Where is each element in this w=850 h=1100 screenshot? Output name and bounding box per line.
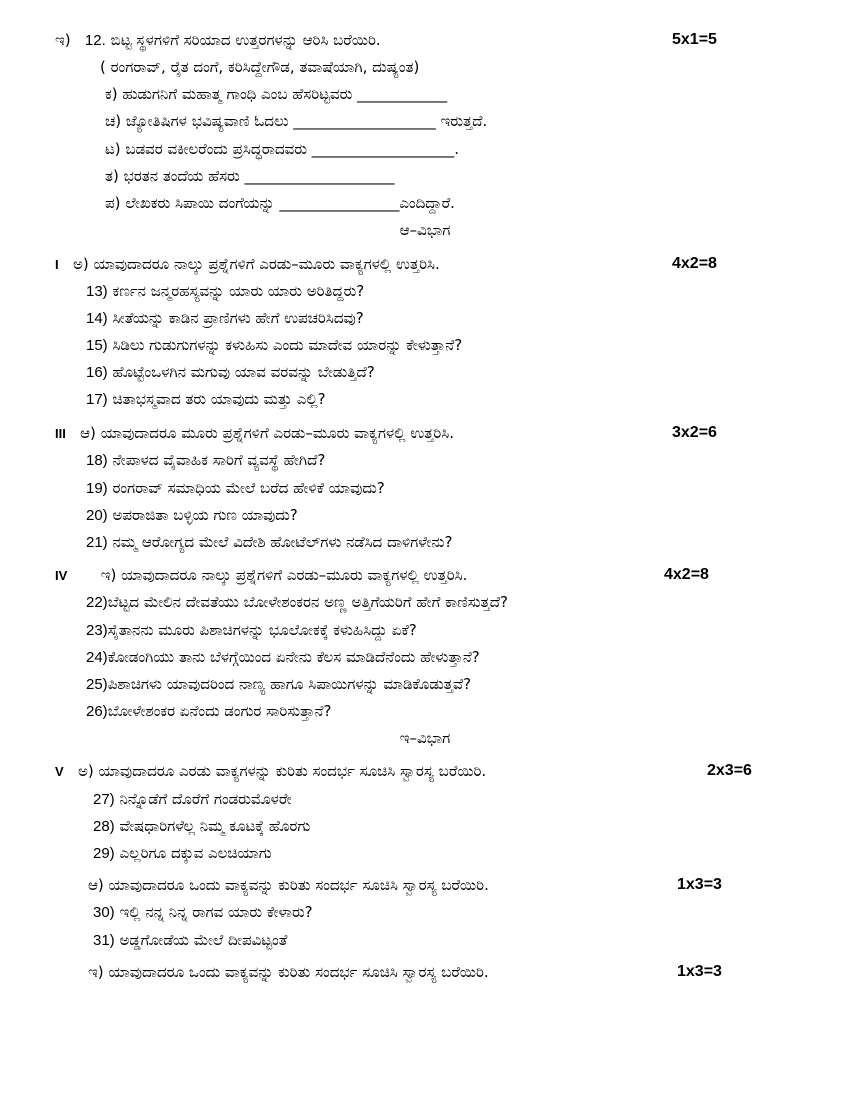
question-item xyxy=(93,930,287,951)
question-item xyxy=(86,647,480,668)
fill-item xyxy=(105,166,395,186)
roman-numeral: IV xyxy=(55,568,68,583)
question-number: 22) xyxy=(86,594,108,611)
question-number: 13) xyxy=(86,283,108,300)
question-item xyxy=(86,450,325,471)
section-marker: ಅ) xyxy=(77,762,94,780)
instruction-text: ಯಾವುದಾದರೂ ಒಂದು ವಾಕ್ಯವನ್ನು ಕುರಿತು ಸಂದರ್ಭ ಸೂಚಿಸಿ ಸ್ವಾರಸ್ಯ ಬರೆಯಿರಿ. xyxy=(108,876,489,894)
question-number: 16) xyxy=(86,364,108,381)
fill-item xyxy=(105,111,487,131)
roman-numeral: III xyxy=(55,426,66,441)
section-marker: ಆ) xyxy=(88,876,104,894)
marks-label: 3x2=6 xyxy=(672,424,717,441)
instruction-text: ಯಾವುದಾದರೂ ಮೂರು ಪ್ರಶ್ನೆಗಳಿಗೆ ಎರಡು–ಮೂರು ವಾಕ್ಯಗಳಲ್ಲಿ ಉತ್ತರಿಸಿ. xyxy=(100,424,455,442)
item-letter: ಪ) xyxy=(105,194,121,212)
question-number: 15) xyxy=(86,337,108,354)
question-number: 29) xyxy=(93,845,115,862)
question-12-header xyxy=(55,30,381,51)
item-text: ಭರತನ ತಂದೆಯ ಹೆಸರು ____________________ xyxy=(123,167,395,185)
sub-section-aa-header xyxy=(88,875,489,895)
question-text: ಬೆಟ್ಟದ ಮೇಲಿನ ದೇವತೆಯು ಬೋಳೇಶಂಕರನ ಅಣ್ಣ ಅತ್ತಿಗೆಯರಿಗೆ ಹೇಗೆ ಕಾಣಿಸುತ್ತದೆ? xyxy=(107,593,508,611)
item-text: ಲೇಖಕರು ಸಿಪಾಯಿ ದಂಗೆಯನ್ನು ________________ಎಂದಿದ್ದಾರೆ. xyxy=(125,194,455,212)
question-number: 24) xyxy=(86,649,108,666)
question-item xyxy=(86,281,364,302)
question-text: ರಂಗರಾವ್ ಸಮಾಧಿಯ ಮೇಲೆ ಬರೆದ ಹೇಳಿಕೆ ಯಾವುದು? xyxy=(112,479,385,497)
roman-numeral: V xyxy=(55,764,64,779)
marks-label: 4x2=8 xyxy=(664,566,709,583)
question-text: ಪಿಶಾಚಿಗಳು ಯಾವುದರಿಂದ ನಾಣ್ಯ ಹಾಗೂ ಸಿಪಾಯಿಗಳನ್ನು ಮಾಡಿಕೊಡುತ್ತವೆ? xyxy=(107,675,472,693)
options-list: ( ರಂಗರಾವ್, ರೈತ ದಂಗೆ, ಕರಿಸಿದ್ದೇಗೌಡ, ತವಾಷೆಯಾಗಿ, ದುಷ್ಯಂತ) xyxy=(100,58,420,76)
section-heading-i: ಇ–ವಿಭಾಗ xyxy=(399,729,451,747)
instruction-text: ಬಿಟ್ಟ ಸ್ಥಳಗಳಿಗೆ ಸರಿಯಾದ ಉತ್ತರಗಳನ್ನು ಆರಿಸಿ ಬರೆಯಿರಿ. xyxy=(110,31,381,49)
question-item xyxy=(86,701,331,722)
question-number: 23) xyxy=(86,622,108,639)
question-text: ಕೋಡಂಗಿಯು ತಾನು ಬೆಳಗ್ಗೆಯಿಂದ ಏನೇನು ಕೆಲಸ ಮಾಡಿದೆನೆಂದು ಹೇಳುತ್ತಾನೆ? xyxy=(107,648,480,666)
fill-item xyxy=(105,139,459,159)
question-item xyxy=(93,902,313,923)
item-text: ಜ್ಯೋತಿಷಿಗಳ ಭವಿಷ್ಯವಾಣಿ ಓದಲು ___________________ ಇರುತ್ತದೆ. xyxy=(125,112,488,130)
marks-label: 5x1=5 xyxy=(672,31,717,48)
question-number: 31) xyxy=(93,932,115,949)
question-text: ಹೊಟ್ಟೆಂಒಳಗಿನ ಮಗುವು ಯಾವ ವರವನ್ನು ಬೇಡುತ್ತಿದೆ? xyxy=(112,363,375,381)
section-marker: ಇ) xyxy=(88,963,104,981)
question-item xyxy=(86,674,471,695)
question-number: 21) xyxy=(86,534,108,551)
item-text: ಹುಡುಗನಿಗೆ ಮಹಾತ್ಮ ಗಾಂಧಿ ಎಂಬ ಹೆಸರಿಟ್ಟವರು ____________ xyxy=(122,85,448,103)
section-heading-aa: ಆ–ವಿಭಾಗ xyxy=(399,221,451,239)
question-number: 14) xyxy=(86,310,108,327)
marks-label: 1x3=3 xyxy=(677,963,722,980)
question-item xyxy=(93,816,310,837)
question-text: ಕರ್ಣನ ಜನ್ಮರಹಸ್ಯವನ್ನು ಯಾರು ಯಾರು ಅರಿತಿದ್ದರು? xyxy=(112,282,365,300)
marks-label: 4x2=8 xyxy=(672,255,717,272)
question-item xyxy=(86,592,508,613)
question-item xyxy=(86,478,385,499)
item-text: ಬಡವರ ವಕೀಲರೆಂದು ಪ್ರಸಿದ್ಧರಾದವರು ___________________. xyxy=(125,140,460,158)
question-text: ನಿನ್ನೊಡೆಗೆ ದೊರೆಗೆ ಗಂಡರುಮೊಳರೇ xyxy=(119,790,292,808)
instruction-text: ಯಾವುದಾದರೂ ನಾಲ್ಕು ಪ್ರಶ್ನೆಗಳಿಗೆ ಎರಡು–ಮೂರು ವಾಕ್ಯಗಳಲ್ಲಿ ಉತ್ತರಿಸಿ. xyxy=(121,566,468,584)
question-text: ಅಪರಾಜಿತಾ ಬಳ್ಳಿಯ ಗುಣ ಯಾವುದು? xyxy=(112,506,298,524)
question-item xyxy=(93,843,272,864)
section-marker: ಅ) xyxy=(72,255,89,273)
section-iii-header xyxy=(55,423,454,444)
item-letter: ಚ) xyxy=(105,112,122,130)
question-item xyxy=(86,532,452,553)
question-item xyxy=(86,335,462,356)
sub-section-i-header xyxy=(88,962,489,982)
question-text: ಸೈತಾನನು ಮೂರು ಪಿಶಾಚಿಗಳನ್ನು ಭೂಲೋಕಕ್ಕೆ ಕಳುಹಿಸಿದ್ದು ಏಕೆ? xyxy=(107,621,417,639)
instruction-text: ಯಾವುದಾದರೂ ಒಂದು ವಾಕ್ಯವನ್ನು ಕುರಿತು ಸಂದರ್ಭ ಸೂಚಿಸಿ ಸ್ವಾರಸ್ಯ ಬರೆಯಿರಿ. xyxy=(108,963,489,981)
question-text: ನಮ್ಮ ಆರೋಗ್ಯದ ಮೇಲೆ ವಿದೇಶಿ ಹೋಟೆಲ್‌ಗಳು ನಡೆಸಿದ ದಾಳಿಗಳೇನು? xyxy=(112,533,453,551)
question-item xyxy=(86,505,298,526)
instruction-text: ಯಾವುದಾದರೂ ಎರಡು ವಾಕ್ಯಗಳನ್ನು ಕುರಿತು ಸಂದರ್ಭ ಸೂಚಿಸಿ ಸ್ವಾರಸ್ಯ ಬರೆಯಿರಿ. xyxy=(98,762,487,780)
question-number: 12. xyxy=(84,32,106,49)
question-number: 20) xyxy=(86,507,108,524)
question-number: 30) xyxy=(93,904,115,921)
question-text: ಎಲ್ಲರಿಗೂ ದಕ್ಕುವ ಎಲಚಿಯಾಗು xyxy=(119,844,272,862)
section-ii-header xyxy=(55,254,440,275)
question-number: 27) xyxy=(93,791,115,808)
question-text: ಅಡ್ಡಗೋಡೆಯ ಮೇಲೆ ದೀಪವಿಟ್ಟಂತೆ xyxy=(119,931,288,949)
section-marker: ಇ) xyxy=(100,566,117,584)
question-number: 17) xyxy=(86,391,108,408)
question-item xyxy=(93,789,292,810)
question-text: ಇಲ್ಲಿ ನನ್ನ ನಿನ್ನ ರಾಗವ ಯಾರು ಕೇಳಾರು? xyxy=(119,903,313,921)
question-text: ನೇಪಾಳದ ವೈವಾಹಿಕ ಸಾರಿಗೆ ವ್ಯವಸ್ಥೆ ಹೇಗಿದೆ? xyxy=(112,451,326,469)
question-item xyxy=(86,389,326,410)
fill-item xyxy=(105,84,447,104)
section-marker: ಆ) xyxy=(80,424,96,442)
question-number: 25) xyxy=(86,676,108,693)
question-item xyxy=(86,362,375,383)
section-iv-header xyxy=(55,565,467,586)
question-number: 19) xyxy=(86,480,108,497)
question-number: 26) xyxy=(86,703,108,720)
question-item xyxy=(86,308,364,329)
question-text: ಸಿಡಿಲು ಗುಡುಗುಗಳನ್ನು ಕಳುಹಿಸು ಎಂದು ಮಾದೇವ ಯಾರನ್ನು ಕೇಳುತ್ತಾನೆ? xyxy=(112,336,463,354)
item-letter: ತ) xyxy=(105,167,119,185)
roman-numeral: I xyxy=(55,257,59,272)
marks-label: 2x3=6 xyxy=(707,762,752,779)
fill-item xyxy=(105,193,455,213)
question-text: ವೇಷಧಾರಿಗಳೆಲ್ಲ ನಿಮ್ಮ ಕೂಟಕ್ಕೆ ಹೊರಗು xyxy=(119,817,311,835)
item-letter: ಟ) xyxy=(105,140,121,158)
marks-label: 1x3=3 xyxy=(677,876,722,893)
item-letter: ಕ) xyxy=(105,85,118,103)
question-text: ಬೋಳೇಶಂಕರ ಏನೆಂದು ಡಂಗುರ ಸಾರಿಸುತ್ತಾನೆ? xyxy=(107,702,332,720)
question-item xyxy=(86,620,417,641)
question-number: 28) xyxy=(93,818,115,835)
section-v-header xyxy=(55,761,486,782)
question-text: ಚಿತಾಭಸ್ಮವಾದ ತರು ಯಾವುದು ಮತ್ತು ಎಲ್ಲಿ? xyxy=(112,390,326,408)
section-marker: ಇ) xyxy=(55,31,71,49)
question-text: ಸೀತೆಯನ್ನು ಕಾಡಿನ ಪ್ರಾಣಿಗಳು ಹೇಗೆ ಉಪಚರಿಸಿದವು? xyxy=(112,309,364,327)
question-number: 18) xyxy=(86,452,108,469)
instruction-text: ಯಾವುದಾದರೂ ನಾಲ್ಕು ಪ್ರಶ್ನೆಗಳಿಗೆ ಎರಡು–ಮೂರು ವಾಕ್ಯಗಳಲ್ಲಿ ಉತ್ತರಿಸಿ. xyxy=(93,255,440,273)
